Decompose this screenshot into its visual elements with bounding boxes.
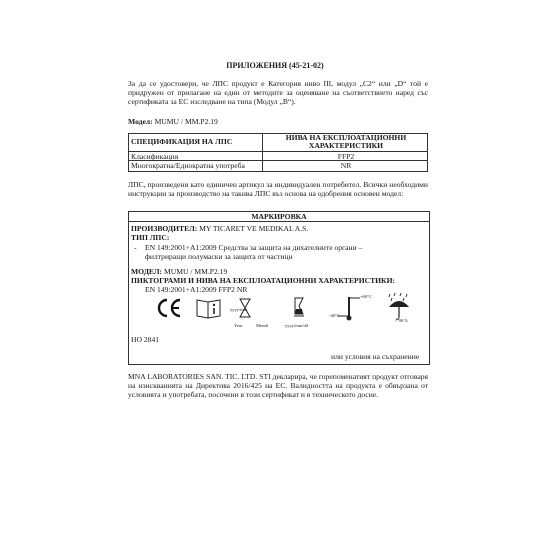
pictograms-label: ПИКТОГРАМИ И НИВА НА ЕКСПЛОАТАЦИОННИ ХАРАКТЕРИСТИКИ: [131, 276, 396, 285]
spec-row-value: FFP2 [337, 152, 355, 161]
hourglass-caption: yyyy/mm [230, 307, 248, 312]
temp-low-label: -40°C [329, 313, 340, 318]
marking-heading: МАРКИРОВКА [251, 212, 307, 221]
notified-body-number: НО 2841 [131, 335, 160, 344]
factory-date-icon [290, 296, 308, 322]
spec-col1-header: СПЕЦИФИКАЦИЯ НА ЛПС [131, 137, 233, 146]
model-value: MUMU / MM.P2.19 [154, 117, 218, 126]
instructions-book-icon [196, 297, 222, 319]
model-label: Модел: [128, 117, 153, 126]
marking-model-value: MUMU / MM.P2.19 [163, 267, 228, 276]
manufacturer-label: ПРОИЗВОДИТЕЛ: [131, 224, 198, 233]
declaration-paragraph: MNA LABORATORIES SAN. TIC. LTD. STI декларира, че горепоменатият продукт отговаря на изискванията на Директива 2016/425 на ЕС. Валидността на продукта е обвързана от условията и употребата, посочени в този сертификат и в техническото досие. [128, 372, 428, 399]
ppe-type-line: EN 149:2001+A1:2009 Средства за защита на дихателните органи – [145, 243, 363, 252]
year-label: Year [234, 323, 243, 328]
page-title: ПРИЛОЖЕНИЯ (45-21-02) [226, 61, 324, 70]
ppe-type-line: филтриращи полумаски за защита от частици [145, 252, 293, 261]
temp-high-label: +60°C [360, 294, 372, 299]
marking-model-line [131, 267, 227, 276]
standard-line: EN 149:2001+A1:2009 FFP2 NR [145, 285, 248, 294]
humidity-label: < 90 % [395, 318, 409, 323]
ppe-type-label: ТИП ЛПС: [131, 233, 170, 242]
ce-mark-icon [156, 297, 182, 319]
spec-row-value: NR [340, 161, 352, 170]
intro-paragraph: За да се удостовери, че ЛПС продукт е Категория ниво III, модул „С2“ или „D“ той е придружен от прилагане на един от методите за оценяване на съответствието наред със сертификата за ЕС изследване на типа (Модул „В“). [128, 79, 428, 106]
marking-model-label: МОДЕЛ: [131, 267, 163, 276]
manufacturer-line [131, 224, 308, 233]
manufacturer-value: MY TICARET VE MEDIKAL A.S. [199, 224, 309, 233]
ppe-paragraph: ЛПС, произведени като единичен артикул за индивидуален потребител. Всички необходими инструкции за производство на такива ЛПС въз основа на одобрения основен модел: [128, 180, 428, 198]
spec-row-label: Класификация [131, 152, 179, 161]
date-caption: yyyy/mm/dd [285, 323, 309, 328]
month-label: Month [256, 323, 269, 328]
spec-row-label: Многократна/Еднократна употреба [131, 161, 245, 170]
model-line [128, 117, 218, 126]
storage-note: или условия на съхранение [331, 352, 420, 361]
spec-col2-header: НИВА НА ЕКСПЛОАТАЦИОННИ ХАРАКТЕРИСТИКИ [285, 133, 407, 150]
ppe-type-bullet: - [134, 243, 137, 252]
